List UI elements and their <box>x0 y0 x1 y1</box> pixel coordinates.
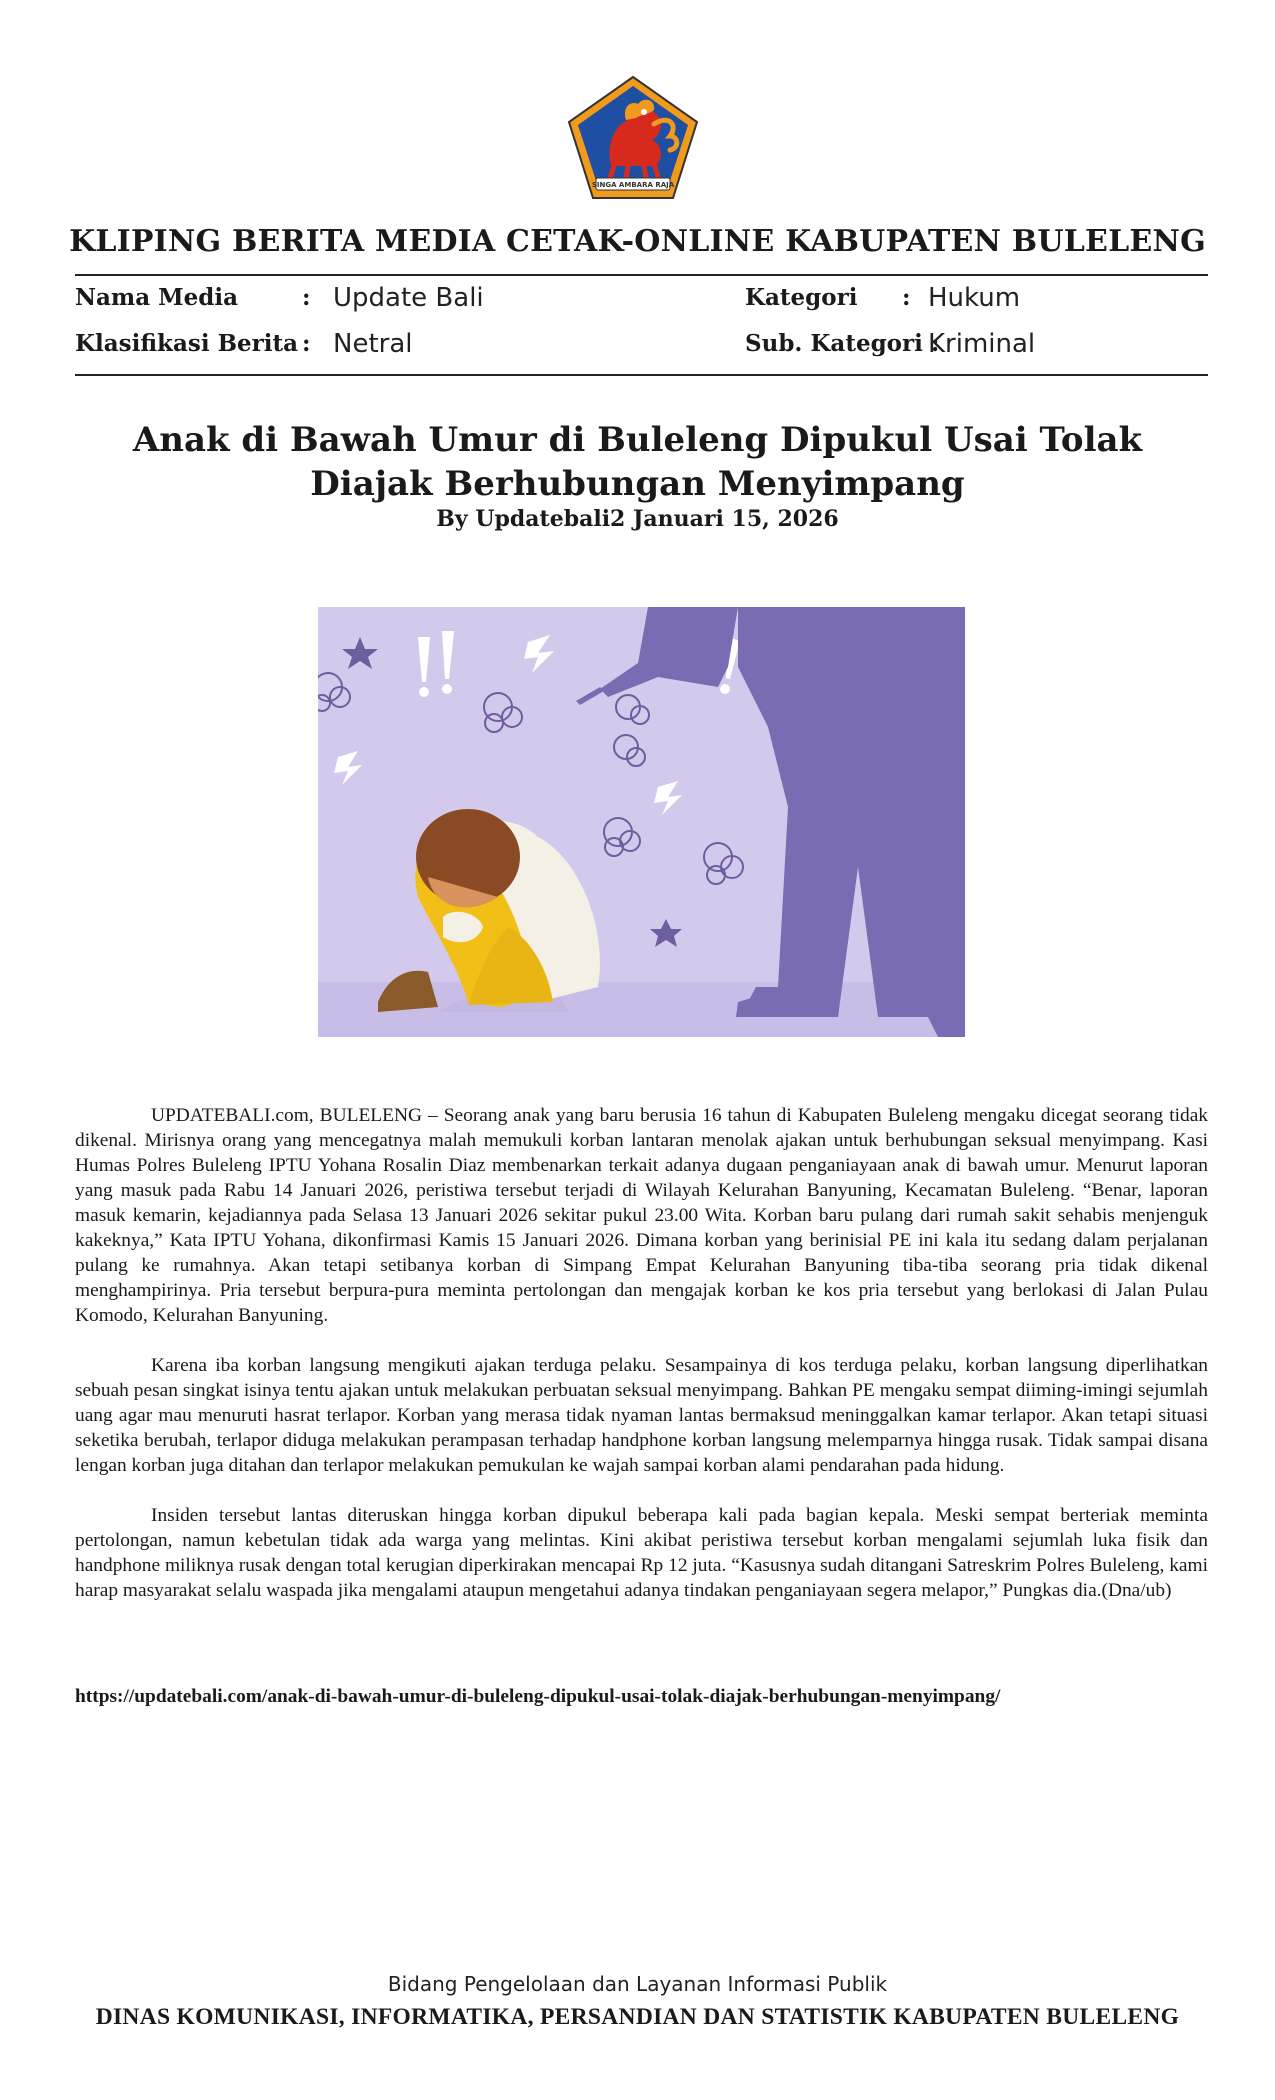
buleleng-emblem-icon <box>566 74 700 202</box>
article-paragraph: UPDATEBALI.com, BULELENG – Seorang anak yang baru berusia 16 tahun di Kabupaten Buleleng mengaku dicegat seorang tidak dikenal. Mirisnya orang yang mencegatnya malah memukuli korban lantaran menolak ajakan untuk berhubungan seksual menyimpang. Kasi Humas Polres Buleleng IPTU Yohana Rosalin Diaz membenarkan terkait adanya dugaan penganiayaan anak di bawah umur. Menurut laporan yang masuk pada Rabu 14 Januari 2026, peristiwa tersebut terjadi di Wilayah Kelurahan Banyuning, Kecamatan Buleleng. “Benar, laporan masuk kemarin, kejadiannya pada Selasa 13 Januari 2026 sekitar pukul 23.00 Wita. Korban baru pulang dari rumah sakit sehabis menjenguk kakeknya,” Kata IPTU Yohana, dikonfirmasi Kamis 15 Januari 2026. Dimana korban yang berinisial PE ini kala itu sedang dalam perjalanan pulang ke rumahnya. Akan tetapi setibanya korban di Simpang Empat Kelurahan Banyuning tiba-tiba seorang pria tidak dikenal menghampirinya. Pria tersebut berpura-pura meminta pertolongan dan mengajak korban ke kos pria tersebut yang berlokasi di Jalan Pulau Komodo, Kelurahan Banyuning. <box>75 1105 1208 1326</box>
clipping-header-title: KLIPING BERITA MEDIA CETAK-ONLINE KABUPATEN BULELENG <box>69 224 1206 259</box>
article-body <box>75 1103 1208 1628</box>
media-label: Nama Media <box>75 284 238 311</box>
article-paragraph: Karena iba korban langsung mengikuti ajakan terduga pelaku. Sesampainya di kos terduga pelaku, korban langsung diperlihatkan sebuah pesan singkat isinya tentu ajakan untuk melakukan perbuatan seksual menyimpang. Bahkan PE mengaku sempat diiming-imingi sejumlah uang agar mau menuruti hasrat terlapor. Korban yang merasa tidak nyaman lantas bermaksud meninggalkan kamar terlapor. Akan tetapi situasi seketika berubah, terlapor diduga melakukan perampasan terhadap handphone korban langsung melemparnya hingga rusak. Tidak sampai disana lengan korban juga ditahan dan terlapor melakukan pemukulan ke wajah sampai korban alami pendarahan pada hidung. <box>75 1355 1208 1476</box>
article-paragraph: Insiden tersebut lantas diteruskan hingga korban dipukul beberapa kali pada bagian kepala. Meski sempat berteriak meminta pertolongan, namun kebetulan tidak ada warga yang melintas. Kini akibat peristiwa tersebut korban mengalami sejumlah luka fisik dan handphone miliknya rusak dengan total kerugian diperkirakan mencapai Rp 12 juta. “Kasusnya sudah ditangani Satreskrim Polres Buleleng, kami harap masyarakat selalu waspada jika mengalami ataupun mengetahui adanya tindakan penganiayaan segera melapor,” Pungkas dia.(Dna/ub) <box>75 1505 1208 1601</box>
category-colon: : <box>902 284 911 311</box>
category-value: Hukum <box>928 283 1021 313</box>
footer-subtitle: Bidang Pengelolaan dan Layanan Informasi Publik <box>387 1972 888 1996</box>
category-label: Kategori <box>745 284 858 311</box>
article-title: Anak di Bawah Umur di Buleleng Dipukul Usai Tolak Diajak Berhubungan Menyimpang <box>132 420 1143 504</box>
classification-value: Netral <box>333 329 413 359</box>
classification-label: Klasifikasi Berita <box>75 330 299 357</box>
emblem-motto: SINGA AMBARA RAJA <box>591 181 675 189</box>
classification-colon: : <box>302 330 311 357</box>
subcategory-value: Kriminal <box>928 329 1036 359</box>
media-colon: : <box>302 284 311 311</box>
header-bottom-rule <box>75 374 1208 376</box>
footer-title: DINAS KOMUNIKASI, INFORMATIKA, PERSANDIAN DAN STATISTIK KABUPATEN BULELENG <box>95 2004 1180 2030</box>
article-byline: By Updatebali2 Januari 15, 2026 <box>436 506 839 532</box>
header-top-rule <box>75 274 1208 276</box>
source-url-link[interactable]: https://updatebali.com/anak-di-bawah-umur-di-buleleng-dipukul-usai-tolak-diajak-berhubungan-menyimpang/ <box>75 1686 1001 1707</box>
crying-child-illustration-icon <box>318 607 965 1037</box>
media-value: Update Bali <box>333 283 484 313</box>
subcategory-label: Sub. Kategori : <box>745 330 940 357</box>
